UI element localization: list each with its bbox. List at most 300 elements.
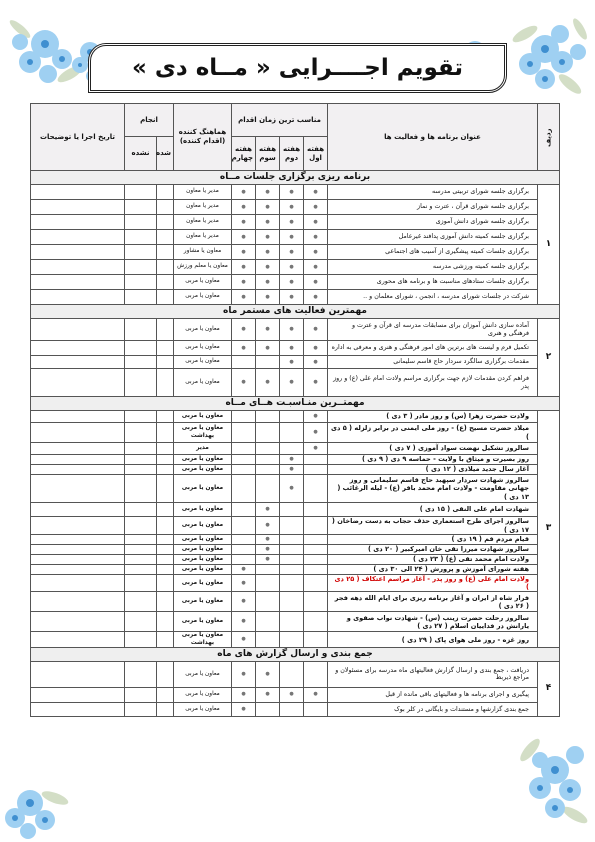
week-1-cell: [304, 575, 328, 592]
week-4-cell: ●: [232, 275, 256, 290]
not-done-checkbox-cell[interactable]: [125, 245, 157, 260]
notes-field[interactable]: [31, 443, 125, 455]
week-1-cell: ●: [304, 369, 328, 397]
table-row: [31, 215, 560, 230]
not-done-checkbox-cell[interactable]: [125, 275, 157, 290]
not-done-checkbox-cell[interactable]: [125, 475, 157, 503]
header-row-number: ردیف: [538, 104, 560, 171]
activity-title: برگزاری جلسه کمیته دانش آموزی پدافند غیرعامل: [328, 230, 538, 245]
week-4-cell: [232, 423, 256, 443]
notes-field[interactable]: [31, 555, 125, 565]
table-row: [31, 443, 560, 455]
week-3-cell: ●: [256, 319, 280, 341]
coordinator-cell: معاون یا مربی بهداشت: [174, 632, 232, 647]
coordinator-cell: معاون یا مربی: [174, 369, 232, 397]
week-3-cell: [256, 455, 280, 465]
table-row: [31, 503, 560, 517]
coordinator-cell: مدیر یا معاون: [174, 215, 232, 230]
notes-field[interactable]: [31, 592, 125, 612]
week-2-cell: ●: [280, 465, 304, 475]
activity-title: آماده سازی دانش آموزان برای مسابقات مدرسه ای قرآن و عترت و فرهنگی و هنری: [328, 319, 538, 341]
week-4-cell: ●: [232, 592, 256, 612]
week-1-cell: ●: [304, 319, 328, 341]
done-checkbox-cell[interactable]: [157, 632, 174, 647]
week-1-cell: ●: [304, 230, 328, 245]
week-3-cell: ●: [256, 517, 280, 535]
notes-field[interactable]: [31, 565, 125, 575]
week-3-cell: ●: [256, 230, 280, 245]
table-row: [31, 275, 560, 290]
week-3-cell: ●: [256, 687, 280, 702]
header-week-4: هفته چهارم: [232, 137, 256, 171]
week-1-cell: ●: [304, 290, 328, 305]
coordinator-cell: معاون یا مربی: [174, 475, 232, 503]
week-2-cell: ●: [280, 455, 304, 465]
notes-field[interactable]: [31, 535, 125, 545]
activity-title: سالروز شهادت سردار سپهبد حاج قاسم سلیمانی و روز جهانی مقاومت - ولادت امام محمد باقر (ع) - لیله الرغائب ( ۱۳ دی ): [328, 475, 538, 503]
section-title: مهمترین فعالیت های مستمر ماه: [31, 305, 560, 319]
week-4-cell: [232, 411, 256, 423]
week-1-cell: [304, 517, 328, 535]
done-checkbox-cell[interactable]: [157, 555, 174, 565]
table-row: [31, 517, 560, 535]
week-3-cell: ●: [256, 535, 280, 545]
activity-title: روز غزه - روز ملی هوای پاک ( ۲۹ دی ): [328, 632, 538, 647]
header-not-done: نشده: [125, 137, 157, 171]
week-2-cell: [280, 612, 304, 632]
table-row: [31, 475, 560, 503]
activity-title: برگزاری جلسه شورای دانش آموزی: [328, 215, 538, 230]
week-2-cell: ●: [280, 369, 304, 397]
coordinator-cell: معاون یا مشاور: [174, 245, 232, 260]
not-done-checkbox-cell[interactable]: [125, 535, 157, 545]
week-2-cell: [280, 545, 304, 555]
done-checkbox-cell[interactable]: [157, 290, 174, 305]
week-2-cell: ●: [280, 319, 304, 341]
coordinator-cell: معاون یا مربی بهداشت: [174, 423, 232, 443]
notes-field[interactable]: [31, 465, 125, 475]
week-4-cell: ●: [232, 369, 256, 397]
week-3-cell: ●: [256, 369, 280, 397]
week-2-cell: [280, 555, 304, 565]
not-done-checkbox-cell[interactable]: [125, 369, 157, 397]
not-done-checkbox-cell[interactable]: [125, 455, 157, 465]
not-done-checkbox-cell[interactable]: [125, 319, 157, 341]
week-4-cell: ●: [232, 230, 256, 245]
table-row: [31, 661, 560, 687]
notes-field[interactable]: [31, 290, 125, 305]
section-header-row: [31, 397, 560, 411]
done-checkbox-cell[interactable]: [157, 319, 174, 341]
table-row: [31, 545, 560, 555]
table-row: [31, 200, 560, 215]
notes-field[interactable]: [31, 260, 125, 275]
table-row: [31, 612, 560, 632]
coordinator-cell: معاون یا مربی: [174, 661, 232, 687]
week-1-cell: ●: [304, 260, 328, 275]
activity-title: سالروز اجرای طرح استعماری حذف حجاب به دست رضاخان ( ۱۷ دی ): [328, 517, 538, 535]
notes-field[interactable]: [31, 517, 125, 535]
week-3-cell: ●: [256, 275, 280, 290]
week-1-cell: [304, 661, 328, 687]
coordinator-cell: معاون یا مربی: [174, 290, 232, 305]
coordinator-cell: معاون یا مربی: [174, 517, 232, 535]
not-done-checkbox-cell[interactable]: [125, 230, 157, 245]
week-1-cell: [304, 702, 328, 716]
activity-title: تکمیل فرم و لیست های برترین های امور فرهنگی و هنری و معرفی به اداره: [328, 341, 538, 356]
week-3-cell: ●: [256, 555, 280, 565]
week-1-cell: ●: [304, 423, 328, 443]
week-1-cell: [304, 565, 328, 575]
page-title: تقویم اجــــرایی « مــاه دی »: [88, 43, 507, 93]
notes-field[interactable]: [31, 661, 125, 687]
table-row: [31, 687, 560, 702]
coordinator-cell: مدیر یا معاون: [174, 200, 232, 215]
done-checkbox-cell[interactable]: [157, 341, 174, 356]
week-3-cell: [256, 423, 280, 443]
done-checkbox-cell[interactable]: [157, 503, 174, 517]
done-checkbox-cell[interactable]: [157, 661, 174, 687]
done-checkbox-cell[interactable]: [157, 356, 174, 369]
section-header-row: [31, 171, 560, 185]
week-4-cell: ●: [232, 200, 256, 215]
not-done-checkbox-cell[interactable]: [125, 443, 157, 455]
coordinator-cell: معاون یا مربی: [174, 356, 232, 369]
activity-title: ولادت امام محمد تقی (ع) ( ۲۳ دی ): [328, 555, 538, 565]
table-row: [31, 702, 560, 716]
not-done-checkbox-cell[interactable]: [125, 260, 157, 275]
not-done-checkbox-cell[interactable]: [125, 661, 157, 687]
done-checkbox-cell[interactable]: [157, 185, 174, 200]
notes-field[interactable]: [31, 612, 125, 632]
week-4-cell: ●: [232, 632, 256, 647]
week-1-cell: [304, 475, 328, 503]
activity-title: روز بصیرت و میثاق با ولایت - حماسه ۹ دی ( ۹ دی ): [328, 455, 538, 465]
week-2-cell: [280, 443, 304, 455]
calendar-table: [30, 103, 560, 717]
activity-title: فرار شاه از ایران و آغاز برنامه ریزی برای ایام الله دهه فجر ( ۲۶ دی ): [328, 592, 538, 612]
not-done-checkbox-cell[interactable]: [125, 185, 157, 200]
not-done-checkbox-cell[interactable]: [125, 555, 157, 565]
done-checkbox-cell[interactable]: [157, 475, 174, 503]
week-1-cell: [304, 612, 328, 632]
not-done-checkbox-cell[interactable]: [125, 592, 157, 612]
activity-title: برگزاری جلسه شورای قرآن ، عترت و نماز: [328, 200, 538, 215]
week-2-cell: ●: [280, 215, 304, 230]
done-checkbox-cell[interactable]: [157, 455, 174, 465]
done-checkbox-cell[interactable]: [157, 443, 174, 455]
coordinator-cell: معاون یا مربی: [174, 702, 232, 716]
activity-title: سالروز تشکیل نهضت سواد آموزی ( ۷ دی ): [328, 443, 538, 455]
week-2-cell: [280, 632, 304, 647]
table-row: [31, 535, 560, 545]
not-done-checkbox-cell[interactable]: [125, 702, 157, 716]
coordinator-cell: مدیر یا معاون: [174, 230, 232, 245]
done-checkbox-cell[interactable]: [157, 275, 174, 290]
not-done-checkbox-cell[interactable]: [125, 356, 157, 369]
header-time-group: مناسب ترین زمان اقدام: [232, 104, 328, 137]
done-checkbox-cell[interactable]: [157, 411, 174, 423]
coordinator-cell: معاون یا مربی: [174, 565, 232, 575]
week-2-cell: ●: [280, 245, 304, 260]
not-done-checkbox-cell[interactable]: [125, 565, 157, 575]
coordinator-cell: مدیر: [174, 443, 232, 455]
done-checkbox-cell[interactable]: [157, 369, 174, 397]
not-done-checkbox-cell[interactable]: [125, 575, 157, 592]
week-4-cell: ●: [232, 341, 256, 356]
week-3-cell: [256, 592, 280, 612]
not-done-checkbox-cell[interactable]: [125, 465, 157, 475]
coordinator-cell: معاون یا مربی: [174, 535, 232, 545]
week-1-cell: ●: [304, 245, 328, 260]
row-number: ۱: [538, 185, 560, 305]
not-done-checkbox-cell[interactable]: [125, 503, 157, 517]
notes-field[interactable]: [31, 455, 125, 465]
activity-title: دریافت ، جمع بندی و ارسال گزارش فعالیتهای ماه مدرسه برای مسئولان و مراجع ذیربط: [328, 661, 538, 687]
table-row: [31, 230, 560, 245]
notes-field[interactable]: [31, 245, 125, 260]
coordinator-cell: معاون یا مربی: [174, 687, 232, 702]
done-checkbox-cell[interactable]: [157, 535, 174, 545]
table-row: [31, 565, 560, 575]
notes-field[interactable]: [31, 503, 125, 517]
week-1-cell: [304, 555, 328, 565]
activity-title: ولادت حضرت زهرا (س) و روز مادر ( ۳ دی ): [328, 411, 538, 423]
week-4-cell: ●: [232, 702, 256, 716]
week-1-cell: ●: [304, 687, 328, 702]
notes-field[interactable]: [31, 632, 125, 647]
done-checkbox-cell[interactable]: [157, 545, 174, 555]
week-1-cell: [304, 455, 328, 465]
not-done-checkbox-cell[interactable]: [125, 411, 157, 423]
notes-field[interactable]: [31, 200, 125, 215]
week-1-cell: ●: [304, 443, 328, 455]
row-number: ۳: [538, 411, 560, 648]
week-3-cell: ●: [256, 215, 280, 230]
table-row: [31, 369, 560, 397]
table-row: [31, 411, 560, 423]
header-title: عنوان برنامه ها و فعالیت ها: [328, 104, 538, 171]
coordinator-cell: معاون یا مربی: [174, 503, 232, 517]
week-4-cell: [232, 517, 256, 535]
week-1-cell: ●: [304, 185, 328, 200]
activity-title: قیام مردم قم ( ۱۹ دی ): [328, 535, 538, 545]
notes-field[interactable]: [31, 411, 125, 423]
notes-field[interactable]: [31, 230, 125, 245]
week-3-cell: ●: [256, 200, 280, 215]
week-4-cell: [232, 475, 256, 503]
week-1-cell: [304, 545, 328, 555]
not-done-checkbox-cell[interactable]: [125, 632, 157, 647]
section-title: مهمتــرین منـاسبـت هــای مــاه: [31, 397, 560, 411]
week-4-cell: ●: [232, 185, 256, 200]
done-checkbox-cell[interactable]: [157, 612, 174, 632]
notes-field[interactable]: [31, 369, 125, 397]
week-4-cell: ●: [232, 215, 256, 230]
not-done-checkbox-cell[interactable]: [125, 517, 157, 535]
week-3-cell: [256, 575, 280, 592]
table-row: [31, 290, 560, 305]
notes-field[interactable]: [31, 475, 125, 503]
week-2-cell: [280, 411, 304, 423]
done-checkbox-cell[interactable]: [157, 423, 174, 443]
week-2-cell: [280, 517, 304, 535]
week-3-cell: [256, 702, 280, 716]
notes-field[interactable]: [31, 185, 125, 200]
coordinator-cell: معاون یا معلم ورزش: [174, 260, 232, 275]
week-3-cell: [256, 632, 280, 647]
header-week-2: هفته دوم: [280, 137, 304, 171]
week-3-cell: [256, 612, 280, 632]
row-number: ۴: [538, 661, 560, 716]
notes-field[interactable]: [31, 275, 125, 290]
activity-title: هفته شورای آموزش و پرورش ( ۲۴ الی ۳۰ دی ): [328, 565, 538, 575]
week-2-cell: [280, 503, 304, 517]
week-2-cell: [280, 423, 304, 443]
header-week-3: هفته سوم: [256, 137, 280, 171]
week-4-cell: ●: [232, 575, 256, 592]
coordinator-cell: معاون یا مربی: [174, 545, 232, 555]
done-checkbox-cell[interactable]: [157, 575, 174, 592]
flower-decoration-bottom-right: [500, 720, 595, 842]
done-checkbox-cell[interactable]: [157, 702, 174, 716]
section-header-row: [31, 647, 560, 661]
table-row: [31, 455, 560, 465]
done-checkbox-cell[interactable]: [157, 465, 174, 475]
week-2-cell: [280, 575, 304, 592]
notes-field[interactable]: [31, 319, 125, 341]
done-checkbox-cell[interactable]: [157, 245, 174, 260]
week-3-cell: [256, 475, 280, 503]
done-checkbox-cell[interactable]: [157, 200, 174, 215]
week-1-cell: ●: [304, 275, 328, 290]
week-3-cell: ●: [256, 503, 280, 517]
activity-title: شرکت در جلسات شورای مدرسه ، انجمن ، شورای معلمان و ..: [328, 290, 538, 305]
table-row: [31, 260, 560, 275]
activity-title: برگزاری جلسه کمیته ورزشی مدرسه: [328, 260, 538, 275]
header-week-1: هفته اول: [304, 137, 328, 171]
week-4-cell: [232, 455, 256, 465]
week-2-cell: ●: [280, 687, 304, 702]
week-3-cell: ●: [256, 245, 280, 260]
activity-title: شهادت امام علی النقی ( ۱۵ دی ): [328, 503, 538, 517]
notes-field[interactable]: [31, 575, 125, 592]
activity-title: سالروز رحلت حضرت زینب (س) - شهادت نواب صفوی و یارانش در فداییان اسلام ( ۲۷ دی ): [328, 612, 538, 632]
notes-field[interactable]: [31, 423, 125, 443]
week-1-cell: ●: [304, 215, 328, 230]
week-3-cell: [256, 443, 280, 455]
week-4-cell: [232, 465, 256, 475]
done-checkbox-cell[interactable]: [157, 592, 174, 612]
week-2-cell: ●: [280, 290, 304, 305]
not-done-checkbox-cell[interactable]: [125, 341, 157, 356]
activity-title: سالروز شهادت میرزا تقی خان امیرکبیر ( ۲۰ دی ): [328, 545, 538, 555]
week-2-cell: ●: [280, 356, 304, 369]
week-2-cell: [280, 702, 304, 716]
notes-field[interactable]: [31, 545, 125, 555]
week-4-cell: [232, 356, 256, 369]
week-4-cell: [232, 503, 256, 517]
coordinator-cell: معاون یا مربی: [174, 455, 232, 465]
coordinator-cell: معاون یا مربی: [174, 592, 232, 612]
not-done-checkbox-cell[interactable]: [125, 612, 157, 632]
section-header-row: [31, 305, 560, 319]
flower-decoration-top-right: [500, 4, 595, 109]
week-1-cell: [304, 592, 328, 612]
done-checkbox-cell[interactable]: [157, 230, 174, 245]
week-4-cell: ●: [232, 260, 256, 275]
not-done-checkbox-cell[interactable]: [125, 215, 157, 230]
week-2-cell: ●: [280, 275, 304, 290]
notes-field[interactable]: [31, 341, 125, 356]
activity-title: آغاز سال جدید میلادی ( ۱۲ دی ): [328, 465, 538, 475]
week-4-cell: [232, 555, 256, 565]
week-2-cell: ●: [280, 185, 304, 200]
done-checkbox-cell[interactable]: [157, 517, 174, 535]
notes-field[interactable]: [31, 215, 125, 230]
week-4-cell: [232, 545, 256, 555]
week-4-cell: ●: [232, 687, 256, 702]
not-done-checkbox-cell[interactable]: [125, 687, 157, 702]
week-4-cell: ●: [232, 612, 256, 632]
done-checkbox-cell[interactable]: [157, 565, 174, 575]
week-2-cell: ●: [280, 260, 304, 275]
done-checkbox-cell[interactable]: [157, 260, 174, 275]
table-row: [31, 592, 560, 612]
week-1-cell: [304, 535, 328, 545]
week-4-cell: ●: [232, 319, 256, 341]
activity-title: مقدمات برگزاری سالگرد سردار حاج قاسم سلیمانی: [328, 356, 538, 369]
week-2-cell: [280, 535, 304, 545]
notes-field[interactable]: [31, 356, 125, 369]
coordinator-cell: معاون یا مربی: [174, 575, 232, 592]
week-2-cell: [280, 592, 304, 612]
not-done-checkbox-cell[interactable]: [125, 423, 157, 443]
activity-title: فراهم کردن مقدمات لازم جهت برگزاری مراسم ولادت امام علی (ع) و روز پدر: [328, 369, 538, 397]
week-2-cell: ●: [280, 230, 304, 245]
coordinator-cell: معاون یا مربی: [174, 319, 232, 341]
coordinator-cell: مدیر یا معاون: [174, 185, 232, 200]
week-1-cell: ●: [304, 356, 328, 369]
table-row: [31, 185, 560, 200]
not-done-checkbox-cell[interactable]: [125, 290, 157, 305]
table-row: [31, 245, 560, 260]
week-1-cell: ●: [304, 200, 328, 215]
coordinator-cell: معاون یا مربی: [174, 275, 232, 290]
week-1-cell: [304, 503, 328, 517]
week-3-cell: ●: [256, 545, 280, 555]
not-done-checkbox-cell[interactable]: [125, 545, 157, 555]
week-3-cell: ●: [256, 260, 280, 275]
coordinator-cell: معاون یا مربی: [174, 341, 232, 356]
not-done-checkbox-cell[interactable]: [125, 200, 157, 215]
notes-field[interactable]: [31, 687, 125, 702]
week-3-cell: [256, 565, 280, 575]
week-3-cell: [256, 356, 280, 369]
week-1-cell: [304, 632, 328, 647]
header-coordinator: هماهنگ کننده (اقدام کننده): [174, 104, 232, 171]
done-checkbox-cell[interactable]: [157, 215, 174, 230]
activity-title: برگزاری جلسات ستادهای مناسبت ها و برنامه های محوری: [328, 275, 538, 290]
activity-title: پیگیری و اجرای برنامه ها و فعالیتهای باقی مانده از قبل: [328, 687, 538, 702]
notes-field[interactable]: [31, 702, 125, 716]
coordinator-cell: معاون یا مربی: [174, 612, 232, 632]
row-number: ۲: [538, 319, 560, 397]
week-4-cell: ●: [232, 565, 256, 575]
coordinator-cell: معاون یا مربی: [174, 555, 232, 565]
done-checkbox-cell[interactable]: [157, 687, 174, 702]
week-3-cell: ●: [256, 661, 280, 687]
